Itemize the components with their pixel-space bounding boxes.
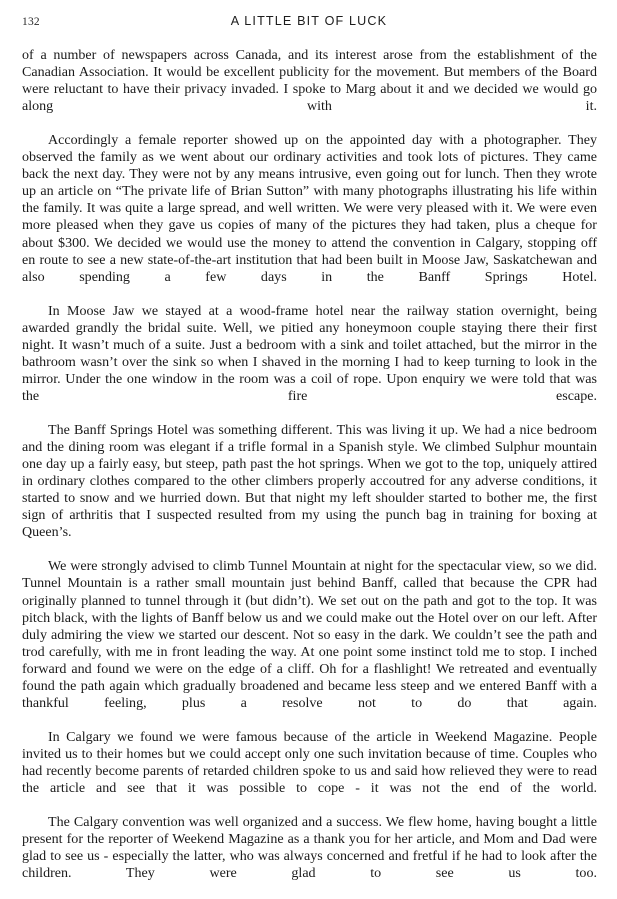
running-head	[22, 14, 596, 32]
paragraph-1: of a number of newspapers across Canada, and its interest arose from the establishment of the Canadian Association. It would be excellent publicity for the movement. But members of the Board were reluctant to have their privacy invaded. I spoke to Marg about it and we decided we would go along with it.	[22, 47, 597, 115]
paragraph-3: In Moose Jaw we stayed at a wood-frame hotel near the railway station overnight, being awarded grandly the bridal suite. Well, we pitied any honeymoon couple staying there their first night. It wasn’t much of a suite. Just a bedroom with a sink and toilet attached, but the mirror in the bathroom wasn’t over the sink so when I shaved in the morning I had to keep turning to look in the mirror. Under the one window in the room was a coil of rope. Upon enquiry we were told that was the fire escape.	[22, 302, 597, 404]
page-number: 132	[22, 16, 40, 28]
paragraph-4: The Banff Springs Hotel was something different. This was living it up. We had a nice bedroom and the dining room was elegant if a trifle formal in a Spanish style. We climbed Sulphur mountain one day up a fairly easy, but steep, path past the hot springs. When we got to the top, uniquely attired in ordinary clothes compared to the other climbers properly accoutred for any adverse conditions, it started to snow and we hurried down. But that night my left shoulder started to bother me, the first sign of arthritis that I suspected resulted from my using the punch bag in training for boxing at Queen’s.	[22, 422, 597, 541]
running-head-title: A LITTLE BIT OF LUCK	[230, 14, 388, 28]
paragraph-2: Accordingly a female reporter showed up on the appointed day with a photographer. They observed the family as we went about our ordinary activities and took lots of pictures. They came back the next day. They were not by any means intrusive, even going out for lunch. Then they wrote up an article on “The private life of Brian Sutton” with many photographs illustrating his life within the family. It was quite a large spread, and well written. We were very pleased with it. We were even more pleased when they gave us copies of many of the pictures they had taken, plus a cheque for about $300. We decided we would use the money to attend the convention in Calgary, stopping off en route to see a new state-of-the-art institution that had been built in Moose Jaw, Saskatchewan and also spending a few days in the Banff Springs Hotel.	[22, 132, 597, 285]
paragraph-7: The Calgary convention was well organized and a success. We flew home, having bought a little present for the reporter of Weekend Magazine as a thank you for her article, and Mom and Dad were glad to see us - especially the latter, who was always concerned and fretful if he had to look after the children. They were glad to see us too.	[22, 814, 597, 882]
paragraph-6: In Calgary we found we were famous because of the article in Weekend Magazine. People invited us to their homes but we could accept only one such invitation because of time. Couples who had recently become parents of retarded children spoke to us and said how relieved they were to read the article and see that it was possible to cope - it was not the end of the world.	[22, 728, 597, 797]
paragraph-5: We were strongly advised to climb Tunnel Mountain at night for the spectacular view, so we did. Tunnel Mountain is a rather small mountain just behind Banff, called that because the CPR had originally planned to tunnel through it (but didn’t). We set out on the path and got to the top. It was pitch black, with the lights of Banff below us and we could make out the Hotel over on our left. After duly admiring the view we started our descent. Not so easy in the dark. We couldn’t see the path and trod carefully, with me in front leading the way. At one point some instinct told me to stop. I inched forward and found we were on the edge of a cliff. Oh for a flashlight! We retreated and eventually found the path again which gradually broadened and became less steep and we entered Banff with a thankful feeling, plus a resolve not to do that again.	[22, 558, 597, 711]
body-text-block	[22, 47, 597, 899]
